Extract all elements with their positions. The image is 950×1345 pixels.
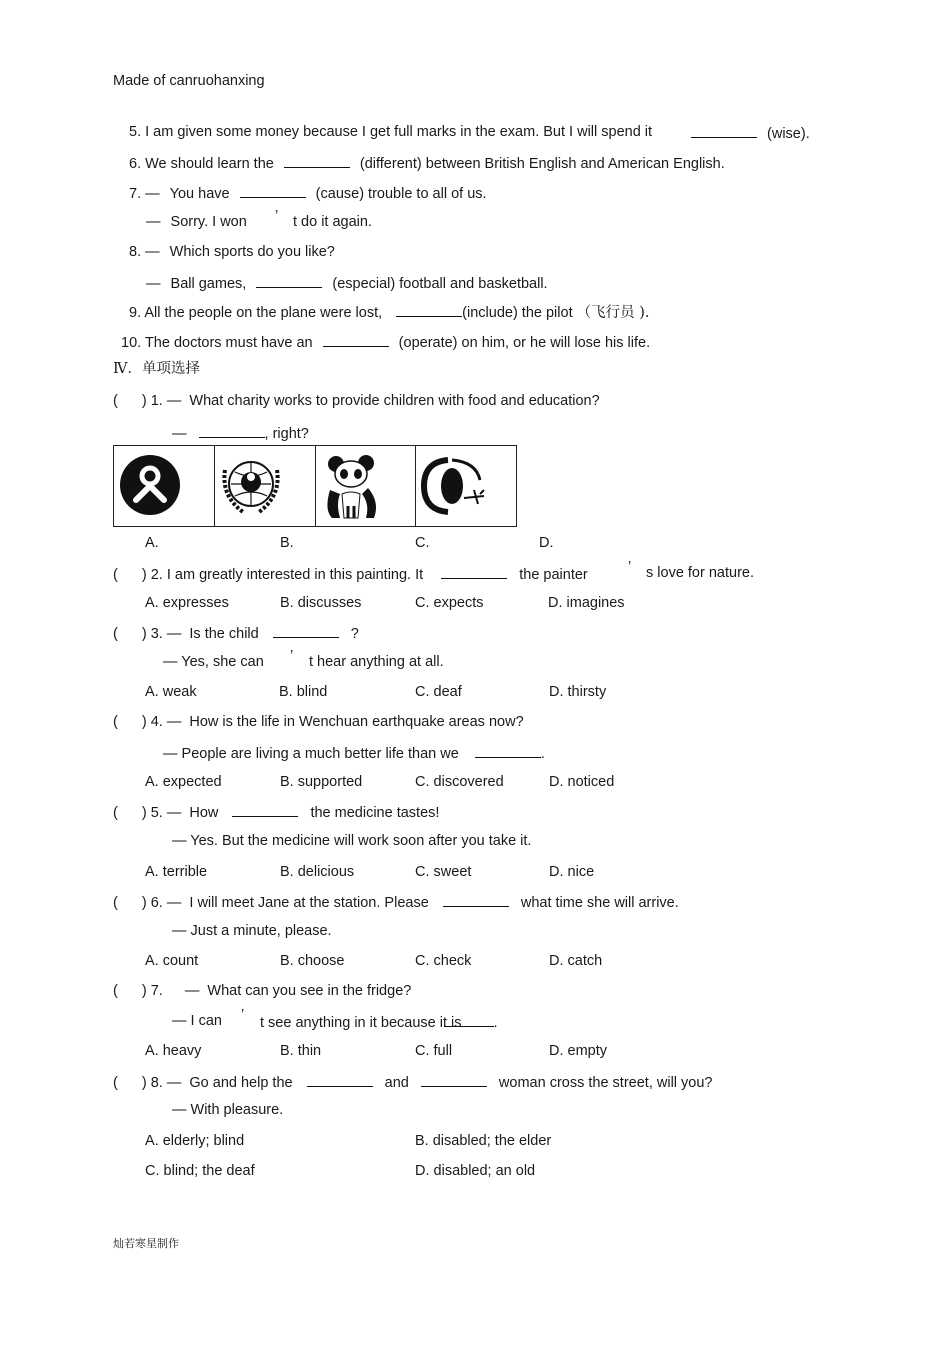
option-b[interactable]: B.: [280, 535, 294, 551]
apostrophe: ’: [275, 208, 279, 224]
question-text: How: [189, 805, 219, 821]
question-text: what time she will arrive.: [520, 895, 679, 911]
apostrophe: ’: [628, 559, 632, 575]
mc-7-reply-end: [260, 1012, 498, 1032]
mc-4-stem: [113, 713, 524, 731]
option-b[interactable]: B. disabled; the elder: [415, 1133, 552, 1149]
reply-dash: —: [146, 276, 161, 292]
fill-item-5: [129, 123, 652, 141]
mc-1-stem: [113, 392, 600, 410]
option-d[interactable]: D. imagines: [548, 595, 625, 611]
item-number: 10.: [121, 335, 142, 351]
question-text: and: [384, 1075, 409, 1091]
option-a[interactable]: A. terrible: [145, 864, 208, 880]
mc-2-stem: [113, 564, 588, 584]
item-text: Which sports do you like?: [169, 244, 335, 260]
fill-item-6: [129, 153, 725, 173]
item-text: We should learn the: [145, 156, 274, 172]
question-text: the painter: [519, 567, 588, 583]
answer-paren[interactable]: (: [113, 805, 118, 821]
mc-7-stem: [113, 982, 411, 1000]
mc-3-reply: — Yes, she can: [163, 654, 264, 670]
option-a[interactable]: A.: [145, 535, 159, 551]
option-c[interactable]: C. check: [415, 953, 472, 969]
question-text: Is the child: [189, 626, 259, 642]
question-text: the medicine tastes!: [310, 805, 440, 821]
answer-paren[interactable]: (: [113, 895, 118, 911]
reply-text-end: t hear anything at all.: [309, 654, 444, 670]
reply-text: , right?: [264, 426, 309, 442]
option-b[interactable]: B. blind: [279, 684, 328, 700]
answer-blank[interactable]: [256, 273, 322, 288]
item-text: The doctors must have an: [144, 335, 313, 351]
question-number: ) 6. —: [141, 895, 182, 911]
fill-item-8-reply: [146, 273, 548, 293]
question-number: ) 3. —: [141, 626, 182, 642]
mc-4-reply: [163, 743, 545, 763]
answer-blank[interactable]: [475, 743, 541, 758]
oxfam-icon: [116, 450, 184, 518]
mc-1-reply: [172, 423, 309, 443]
question-number: ) 8. —: [141, 1075, 182, 1091]
question-number: ) 2.: [141, 567, 163, 583]
option-a[interactable]: A. expected: [145, 774, 222, 790]
question-text-end: s love for nature.: [646, 565, 754, 581]
item-hint: (wise).: [767, 126, 810, 142]
fill-item-7: [129, 183, 487, 203]
item-hint: (cause) trouble to all of us.: [315, 186, 487, 202]
answer-blank[interactable]: [323, 332, 389, 347]
question-text: ?: [350, 626, 359, 642]
option-b[interactable]: B. choose: [280, 953, 345, 969]
question-text: Go and help the: [189, 1075, 293, 1091]
answer-blank[interactable]: [421, 1072, 487, 1087]
answer-paren[interactable]: (: [113, 1075, 118, 1091]
mc-5-stem: [113, 802, 439, 822]
option-d[interactable]: D. thirsty: [549, 684, 607, 700]
option-d[interactable]: D. disabled; an old: [415, 1163, 536, 1179]
answer-blank[interactable]: [396, 302, 462, 317]
mc-8-reply: — With pleasure.: [172, 1102, 284, 1118]
answer-paren[interactable]: (: [113, 626, 118, 642]
answer-blank[interactable]: [441, 564, 507, 579]
unicef-icon: [217, 450, 285, 522]
mc-5-reply: — Yes. But the medicine will work soon after you take it.: [172, 833, 532, 849]
charity-logo-strip: [113, 445, 517, 527]
option-c[interactable]: C. full: [415, 1043, 453, 1059]
option-c[interactable]: C.: [415, 535, 430, 551]
question-number: ) 4. —: [141, 714, 182, 730]
logo-cell-d: [416, 446, 516, 526]
item-text: All the people on the plane were lost,: [144, 305, 383, 321]
question-number: ) 1. —: [141, 393, 182, 409]
section-title: Ⅳ．单项选择: [113, 361, 200, 377]
option-c[interactable]: C. deaf: [415, 684, 462, 700]
item-text: You have: [169, 186, 230, 202]
logo-cell-a: [114, 446, 215, 526]
option-d[interactable]: D.: [539, 535, 554, 551]
answer-blank[interactable]: [307, 1072, 373, 1087]
option-a[interactable]: A. elderly; blind: [145, 1133, 245, 1149]
answer-paren[interactable]: (: [113, 393, 118, 409]
answer-blank[interactable]: [240, 183, 306, 198]
option-c[interactable]: C. sweet: [415, 864, 472, 880]
reply-end: .: [540, 746, 545, 762]
option-b[interactable]: B. thin: [280, 1043, 322, 1059]
answer-paren[interactable]: (: [113, 567, 118, 583]
option-b[interactable]: B. supported: [280, 774, 363, 790]
answer-blank[interactable]: [444, 1012, 494, 1027]
reply-end: .: [493, 1015, 498, 1031]
question-text: How is the life in Wenchuan earthquake areas now?: [189, 714, 524, 730]
question-number: ) 7.: [141, 983, 163, 999]
option-d[interactable]: D. noticed: [549, 774, 615, 790]
mc-7-reply: — I can: [172, 1013, 222, 1029]
answer-blank[interactable]: [691, 123, 757, 138]
page-footer: 灿若寒星制作: [113, 1237, 179, 1250]
mc-6-reply: — Just a minute, please.: [172, 923, 332, 939]
logo-cell-b: [215, 446, 316, 526]
fill-item-9: [129, 302, 650, 322]
question-text: I will meet Jane at the station. Please: [189, 895, 429, 911]
dash: —: [184, 983, 200, 999]
answer-blank[interactable]: [443, 892, 509, 907]
option-c[interactable]: C. discovered: [415, 774, 504, 790]
answer-paren[interactable]: (: [113, 714, 118, 730]
item-hint: (include) the pilot: [462, 305, 573, 321]
option-a[interactable]: A. heavy: [145, 1043, 202, 1059]
option-b[interactable]: B. discusses: [280, 595, 362, 611]
option-d[interactable]: D. catch: [549, 953, 603, 969]
item-hint: (especial) football and basketball.: [332, 276, 548, 292]
item-number: 9.: [129, 305, 142, 321]
mc-3-stem: [113, 623, 359, 643]
apostrophe: ’: [241, 1007, 245, 1023]
question-text: What charity works to provide children with food and education?: [189, 393, 600, 409]
fill-item-7-reply: [146, 213, 247, 231]
reply-text: Sorry. I won: [170, 214, 247, 230]
wwf-panda-icon: [318, 450, 388, 524]
option-a[interactable]: A. count: [145, 953, 199, 969]
option-a[interactable]: A. expresses: [145, 595, 229, 611]
item-hint: (different) between British English and American English.: [359, 156, 725, 172]
answer-blank[interactable]: [273, 623, 339, 638]
item-number: 6.: [129, 156, 142, 172]
question-text: I am greatly interested in this painting. It: [166, 567, 424, 583]
reply-text-end: t do it again.: [293, 214, 372, 230]
orbis-eye-icon: [418, 450, 490, 522]
mc-8-stem: [113, 1072, 712, 1092]
question-number: ) 5. —: [141, 805, 182, 821]
item-number: 5.: [129, 124, 142, 140]
option-c[interactable]: C. blind; the deaf: [145, 1163, 255, 1179]
logo-cell-c: [316, 446, 417, 526]
reply-text: — People are living a much better life than we: [163, 746, 459, 762]
fill-item-8: [129, 243, 335, 261]
reply-text: Ball games,: [170, 276, 247, 292]
option-a[interactable]: A. weak: [145, 684, 197, 700]
reply-text: t see anything in it because it is: [260, 1015, 462, 1031]
question-text: woman cross the street, will you?: [498, 1075, 713, 1091]
fill-item-10: [121, 332, 650, 352]
fill-item-5-answer: [691, 123, 810, 143]
answer-blank[interactable]: [199, 423, 265, 438]
answer-blank[interactable]: [284, 153, 350, 168]
reply-dash: —: [146, 214, 161, 230]
option-b[interactable]: B. delicious: [280, 864, 355, 880]
item-text: I am given some money because I get full marks in the exam. But I will spend it: [145, 124, 653, 140]
answer-paren[interactable]: (: [113, 983, 118, 999]
option-c[interactable]: C. expects: [415, 595, 484, 611]
item-hint: (operate) on him, or he will lose his life.: [398, 335, 651, 351]
option-d[interactable]: D. empty: [549, 1043, 608, 1059]
apostrophe: ’: [290, 648, 294, 664]
answer-blank[interactable]: [232, 802, 298, 817]
page-header: Made of canruohanxing: [113, 73, 265, 89]
item-number: 7. —: [129, 186, 160, 202]
item-number: 8. —: [129, 244, 160, 260]
reply-dash: —: [172, 426, 187, 442]
item-note: （飞行员 ).: [576, 305, 650, 321]
question-text: What can you see in the fridge?: [207, 983, 412, 999]
option-d[interactable]: D. nice: [549, 864, 595, 880]
mc-6-stem: [113, 892, 679, 912]
